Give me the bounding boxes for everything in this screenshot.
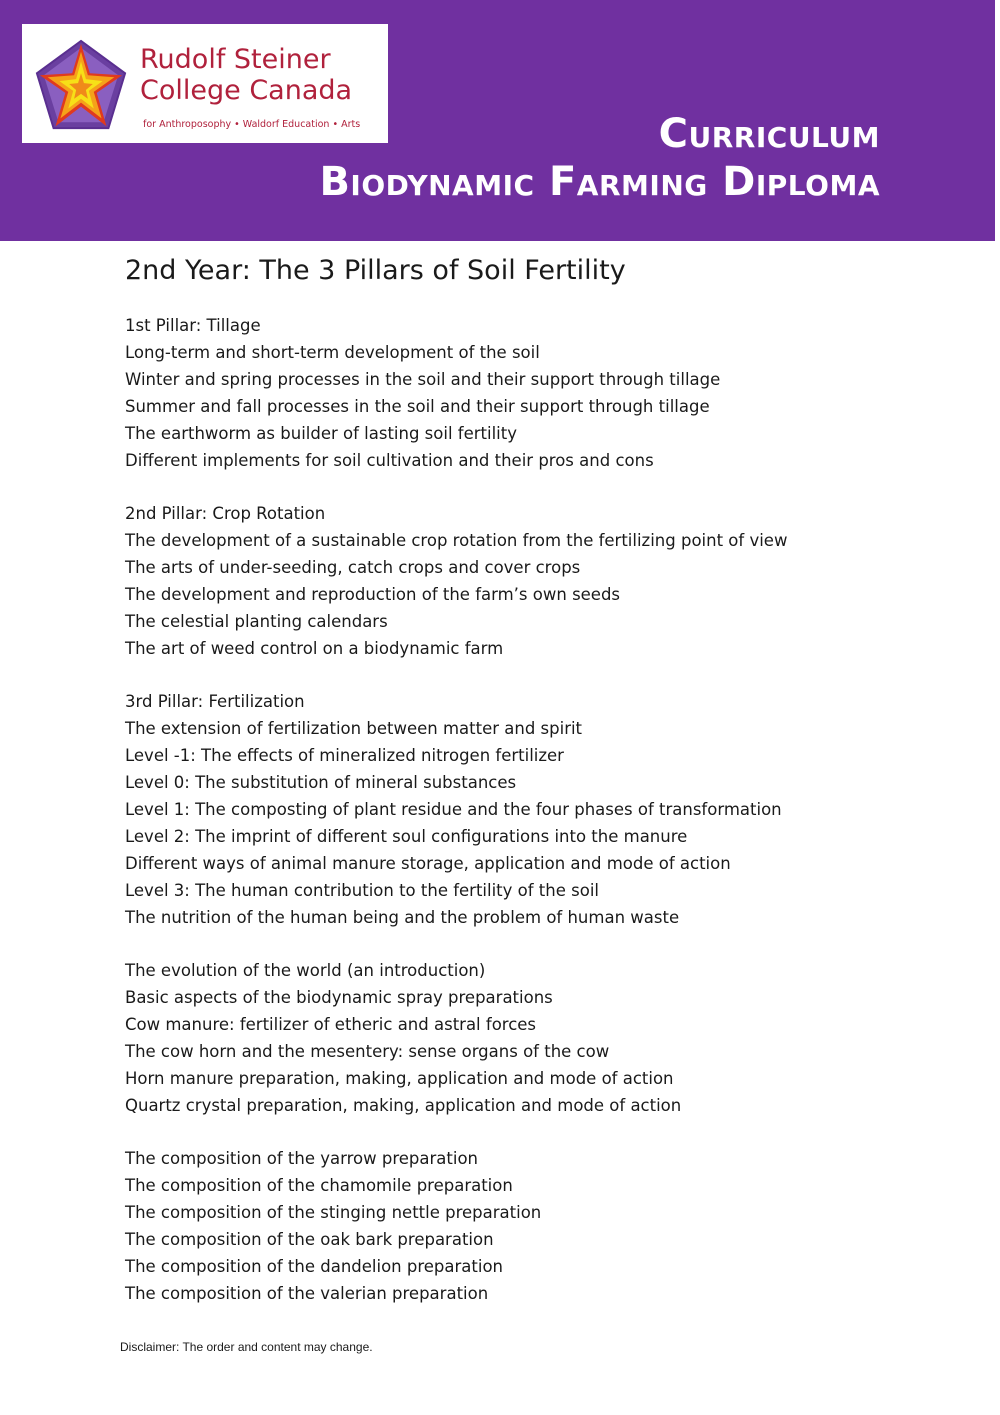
list-item: Horn manure preparation, making, application and mode of action [125,1069,674,1088]
curriculum-section [125,957,945,1119]
curriculum-section [125,500,945,662]
college-name-line1: Rudolf Steiner [140,44,331,75]
list-item: The art of weed control on a biodynamic farm [125,639,504,658]
curriculum-content [125,250,945,1333]
list-item: Different ways of animal manure storage, application and mode of action [125,854,731,873]
college-name-line2: College Canada [140,75,353,106]
list-item: Level 0: The substitution of mineral substances [125,773,517,792]
banner-title [319,110,880,206]
list-item: Level 2: The imprint of different soul configurations into the manure [125,827,688,846]
list-item: The composition of the yarrow preparation [125,1149,479,1168]
list-item: Summer and fall processes in the soil and their support through tillage [125,397,710,416]
list-item: The composition of the dandelion preparation [125,1257,504,1276]
star-pentagon-logo-icon [32,38,130,136]
list-item: The cow horn and the mesentery: sense organs of the cow [125,1042,610,1061]
list-item: The development of a sustainable crop rotation from the fertilizing point of view [125,531,788,550]
list-item: The nutrition of the human being and the problem of human waste [125,908,680,927]
page-title: 2nd Year: The 3 Pillars of Soil Fertility [125,255,626,286]
list-item: The composition of the stinging nettle preparation [125,1203,542,1222]
list-item: Long-term and short-term development of the soil [125,343,540,362]
section-heading: 3rd Pillar: Fertilization [125,692,305,711]
list-item: The extension of fertilization between matter and spirit [125,719,583,738]
list-item: Quartz crystal preparation, making, application and mode of action [125,1096,682,1115]
college-tagline: for Anthroposophy • Waldorf Education • Arts [143,119,361,130]
list-item: The composition of the chamomile preparation [125,1176,513,1195]
list-item: Cow manure: fertilizer of etheric and astral forces [125,1015,537,1034]
college-name [140,44,385,106]
header-banner [0,0,995,241]
list-item: The earthworm as builder of lasting soil fertility [125,424,517,443]
section-heading: 2nd Pillar: Crop Rotation [125,504,326,523]
list-item: Basic aspects of the biodynamic spray preparations [125,988,553,1007]
list-item: The celestial planting calendars [125,612,388,631]
list-item: The composition of the valerian preparation [125,1284,489,1303]
list-item: Different implements for soil cultivation and their pros and cons [125,451,654,470]
disclaimer-note: Disclaimer: The order and content may change. [120,1340,373,1354]
list-item: The development and reproduction of the farm’s own seeds [125,585,621,604]
curriculum-sections [125,312,945,1307]
list-item: The composition of the oak bark preparation [125,1230,494,1249]
section-heading: 1st Pillar: Tillage [125,316,261,335]
curriculum-section [125,1145,945,1307]
list-item: Winter and spring processes in the soil and their support through tillage [125,370,721,389]
list-item: Level -1: The effects of mineralized nitrogen fertilizer [125,746,564,765]
curriculum-section [125,312,945,474]
curriculum-section [125,688,945,931]
list-item: The arts of under-seeding, catch crops and cover crops [125,558,581,577]
list-item: Level 1: The composting of plant residue and the four phases of transformation [125,800,782,819]
banner-title-curriculum: Curriculum [658,111,880,157]
banner-title-program: Biodynamic Farming Diploma [319,159,880,205]
list-item: Level 3: The human contribution to the fertility of the soil [125,881,599,900]
list-item: The evolution of the world (an introduction) [125,961,486,980]
